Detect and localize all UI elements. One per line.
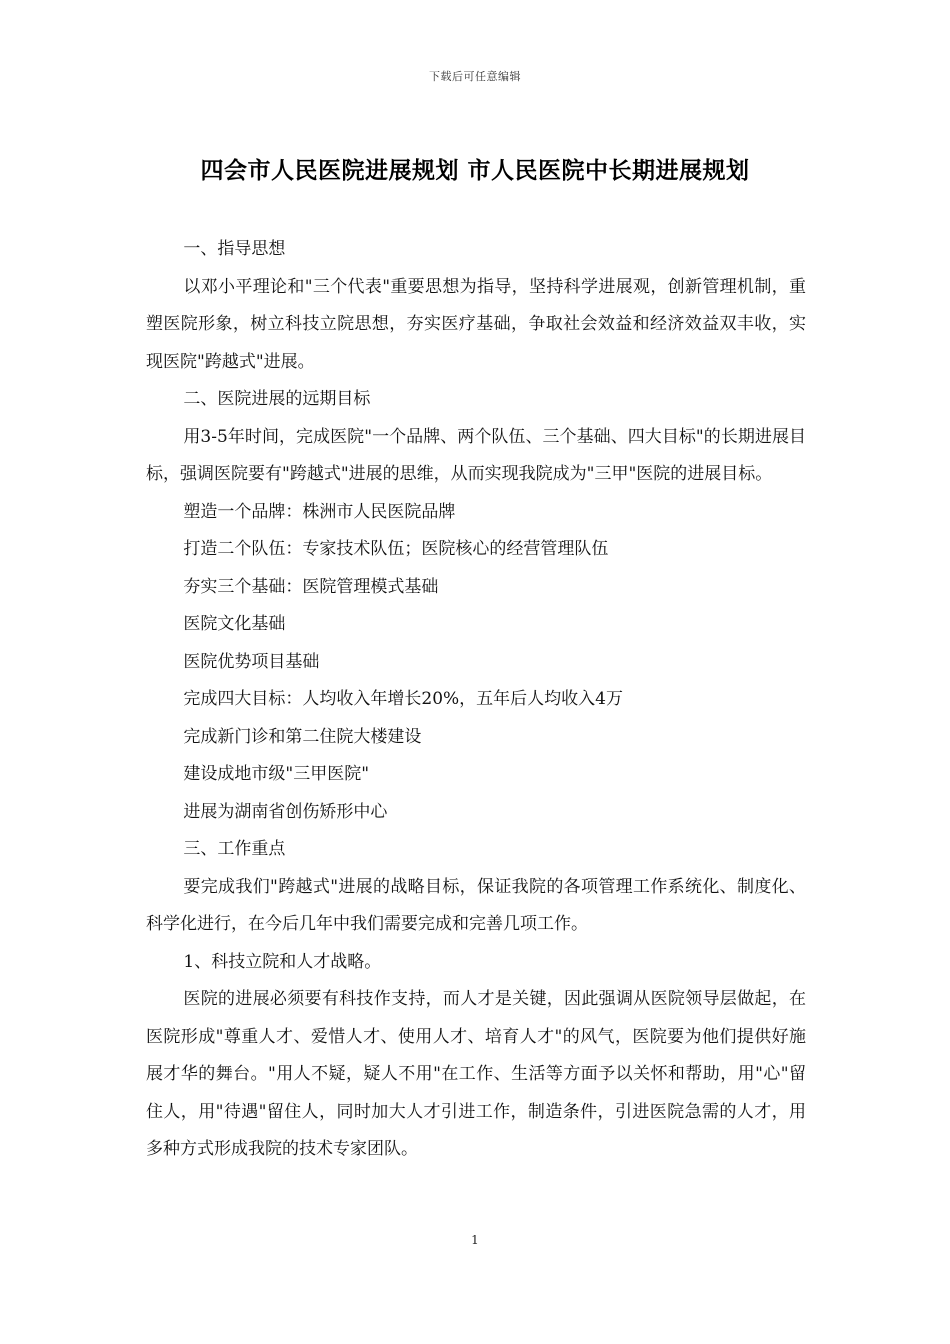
list-item-foundations: 夯实三个基础：医院管理模式基础 (183, 576, 439, 597)
paragraph-work-priorities: 要完成我们"跨越式"进展的战略目标，保证我院的各项管理工作系统化、制度化、科学化进行，在今后几年中我们需要完成和完善几项工作。 (146, 876, 806, 934)
list-item-teams: 打造二个队伍：专家技术队伍；医院核心的经营管理队伍 (183, 539, 609, 559)
page-number: 1 (471, 1233, 479, 1247)
document-title: 四会市人民医院进展规划 市人民医院中长期进展规划 (200, 158, 750, 184)
list-item-advantage-foundation: 医院优势项目基础 (183, 651, 320, 672)
list-item-trauma-center: 进展为湖南省创伤矫形中心 (183, 801, 388, 822)
list-item-buildings: 完成新门诊和第二住院大楼建设 (183, 726, 422, 747)
section-heading-work-priorities: 三、工作重点 (183, 839, 286, 859)
paragraph-long-term-goals: 用3-5年时间，完成医院"一个品牌、两个队伍、三个基础、四大目标"的长期进展目标，强调医院要有"跨越式"进展的思维，从而实现我院成为"三甲"医院的进展目标。 (146, 426, 806, 484)
list-item-brand: 塑造一个品牌：株洲市人民医院品牌 (183, 501, 456, 522)
list-item-four-goals: 完成四大目标：人均收入年增长20%，五年后人均收入4万 (183, 689, 623, 709)
subheading-talent-strategy: 1、科技立院和人才战略。 (183, 951, 382, 972)
paragraph-guiding-ideology: 以邓小平理论和"三个代表"重要思想为指导，坚持科学进展观，创新管理机制，重塑医院形象，树立科技立院思想，夯实医疗基础，争取社会效益和经济效益双丰收，实现医院"跨越式"进展。 (146, 276, 806, 372)
paragraph-talent-strategy: 医院的进展必须要有科技作支持，而人才是关键，因此强调从医院领导层做起，在医院形成"尊重人才、爱惜人才、使用人才、培育人才"的风气，医院要为他们提供好施展才华的舞台。"用人不疑，疑人不用"在工作、生活等方面予以关怀和帮助，用"心"留住人，用"待遇"留住人，同时加大人才引进工作，制造条件，引进医院急需的人才，用多种方式形成我院的技术专家团队。 (146, 989, 806, 1159)
list-item-grade-a-hospital: 建设成地市级"三甲医院" (183, 764, 370, 784)
header-note: 下载后可任意编辑 (429, 70, 521, 83)
list-item-culture-foundation: 医院文化基础 (183, 614, 286, 634)
document-body (146, 231, 806, 1169)
section-heading-guiding-ideology: 一、指导思想 (183, 239, 286, 259)
section-heading-long-term-goals: 二、医院进展的远期目标 (183, 389, 371, 409)
